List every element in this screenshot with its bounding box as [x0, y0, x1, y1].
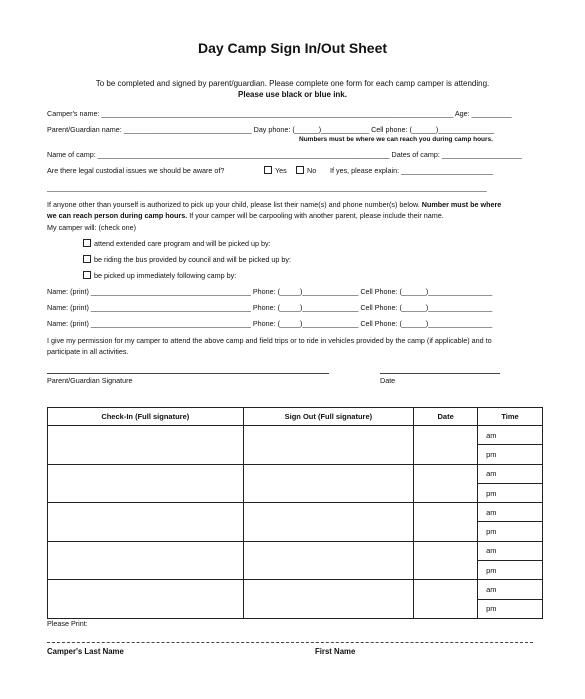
table-row: [48, 464, 543, 483]
signout-header: Sign Out (Full signature): [243, 408, 414, 426]
intro-line-2: Please use black or blue ink.: [238, 90, 347, 99]
last-name-label: Camper's Last Name: [47, 647, 124, 656]
signin-table: [47, 407, 543, 619]
time-pm-cell[interactable]: pm: [478, 599, 543, 618]
pickup-person-row[interactable]: Name: (print) ________________________________________ Phone: (_____)______________ Cell Phone: (______)________________: [47, 319, 493, 328]
first-name-label: First Name: [315, 647, 356, 656]
name-of-camp-field[interactable]: Name of camp: _________________________________________________________________________ Dates of camp: ____________________: [47, 150, 522, 159]
campers-name-field[interactable]: Camper's name: ________________________________________________________________________________________ Age: __________: [47, 109, 512, 118]
yes-label: Yes: [275, 166, 287, 175]
date-header: Date: [414, 408, 478, 426]
permission-line-1: I give my permission for my camper to attend the above camp and field trips or to ride in vehicles provided by the camp (if applicable) and to: [47, 336, 492, 345]
intro-line-1: To be completed and signed by parent/guardian. Please complete one form for each camp camper is attending.: [95, 79, 490, 88]
signout-cell[interactable]: [243, 541, 414, 580]
time-pm-cell[interactable]: pm: [478, 522, 543, 541]
date-cell[interactable]: [414, 503, 478, 542]
pickup-option-immediate[interactable]: [83, 271, 236, 280]
time-pm-cell[interactable]: pm: [478, 445, 543, 464]
date-cell[interactable]: [414, 426, 478, 465]
pickup-person-row[interactable]: Name: (print) ________________________________________ Phone: (_____)______________ Cell Phone: (______)________________: [47, 303, 493, 312]
pickup-option-bus[interactable]: [83, 255, 291, 264]
pickup-para-d: If your camper will be carpooling with another parent, please include their name.: [189, 211, 444, 220]
date-cell[interactable]: [414, 541, 478, 580]
pickup-option-extended-care[interactable]: [83, 239, 271, 248]
yes-checkbox[interactable]: [264, 166, 272, 174]
pickup-para-b: Number must be where: [421, 200, 502, 209]
custodial-no-option[interactable]: [296, 166, 316, 175]
pickup-para-a: If anyone other than yourself is authorized to pick up your child, please list their name(s) and phone number(s) below.: [47, 200, 420, 209]
custodial-yes-option[interactable]: [264, 166, 287, 175]
pickup-person-row[interactable]: Name: (print) ________________________________________ Phone: (_____)______________ Cell Phone: (______)________________: [47, 287, 493, 296]
parent-guardian-field[interactable]: Parent/Guardian name: ________________________________ Day phone: (______)____________ Cell phone: (______)______________: [47, 125, 495, 134]
table-header-row: [48, 408, 543, 426]
time-am-cell[interactable]: am: [478, 464, 543, 483]
pickup-para-c: we can reach person during camp hours.: [47, 211, 188, 220]
table-row: [48, 580, 543, 599]
table-row: [48, 426, 543, 445]
print-name-line[interactable]: [47, 642, 533, 643]
checkin-cell[interactable]: [48, 464, 244, 503]
option-checkbox[interactable]: [83, 239, 91, 247]
date-label: Date: [380, 376, 396, 385]
page-title: Day Camp Sign In/Out Sheet: [197, 40, 388, 56]
time-am-cell[interactable]: am: [478, 541, 543, 560]
guardian-signature-label: Parent/Guardian Signature: [47, 376, 133, 385]
option-label: attend extended care program and will be picked up by:: [94, 239, 271, 248]
time-am-cell[interactable]: am: [478, 426, 543, 445]
custodial-explain-field[interactable]: If yes, please explain: _______________________: [330, 166, 494, 175]
table-row: [48, 541, 543, 560]
time-pm-cell[interactable]: pm: [478, 561, 543, 580]
no-checkbox[interactable]: [296, 166, 304, 174]
signout-cell[interactable]: [243, 503, 414, 542]
signout-cell[interactable]: [243, 426, 414, 465]
signout-cell[interactable]: [243, 580, 414, 619]
permission-line-2: participate in all activities.: [47, 347, 129, 356]
signout-cell[interactable]: [243, 464, 414, 503]
date-cell[interactable]: [414, 580, 478, 619]
time-header: Time: [478, 408, 543, 426]
please-print-label: Please Print:: [47, 619, 88, 628]
time-am-cell[interactable]: am: [478, 580, 543, 599]
option-label: be picked up immediately following camp by:: [94, 271, 237, 280]
explain-line[interactable]: ______________________________________________________________________________________________________________: [47, 183, 487, 192]
option-label: be riding the bus provided by council and will be picked up by:: [94, 255, 291, 264]
option-checkbox[interactable]: [83, 271, 91, 279]
date-cell[interactable]: [414, 464, 478, 503]
my-camper-will-label: My camper will: (check one): [47, 223, 137, 232]
checkin-cell[interactable]: [48, 541, 244, 580]
custodial-question: Are there legal custodial issues we should be aware of?: [47, 166, 225, 175]
time-pm-cell[interactable]: pm: [478, 483, 543, 502]
date-line[interactable]: [380, 373, 500, 374]
time-am-cell[interactable]: am: [478, 503, 543, 522]
checkin-cell[interactable]: [48, 426, 244, 465]
checkin-cell[interactable]: [48, 503, 244, 542]
checkin-cell[interactable]: [48, 580, 244, 619]
checkin-header: Check-In (Full signature): [48, 408, 244, 426]
numbers-note: Numbers must be where we can reach you during camp hours.: [299, 136, 493, 143]
signature-line[interactable]: [47, 373, 329, 374]
pickup-paragraph-line-2: [47, 211, 444, 220]
option-checkbox[interactable]: [83, 255, 91, 263]
no-label: No: [307, 166, 317, 175]
pickup-paragraph-line-1: [47, 200, 501, 209]
table-row: [48, 503, 543, 522]
